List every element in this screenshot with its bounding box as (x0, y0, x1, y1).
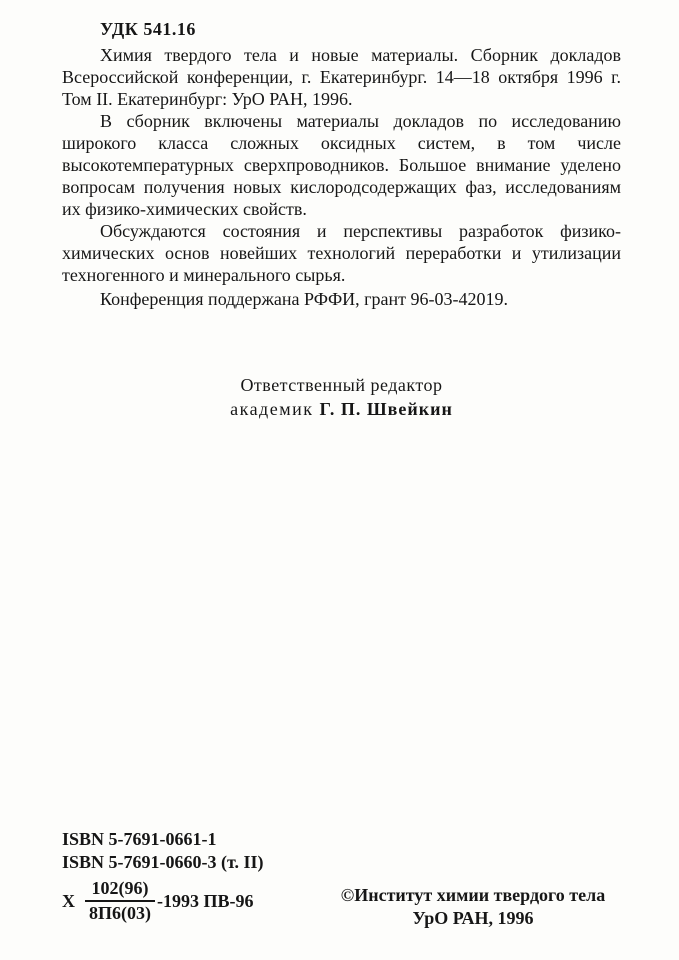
editor-title: академик (230, 399, 314, 419)
isbn-block (62, 828, 264, 874)
editor-name: Г. П. Швейкин (319, 399, 453, 419)
classification-prefix: Х (62, 891, 75, 911)
classification-numerator: 102(96) (85, 878, 155, 902)
classification-code (62, 878, 254, 924)
editor-label: Ответственный редактор (240, 375, 443, 395)
copyright-line-1: ©Институт химии твердого тела (340, 885, 606, 905)
classification-fraction (85, 878, 155, 924)
classification-denominator: 8П6(03) (89, 903, 151, 923)
grant-line: Конференция поддержана РФФИ, грант 96-03-42019. (100, 289, 509, 309)
editor-name-line (62, 398, 621, 420)
udk-code: УДК 541.16 (100, 19, 196, 39)
isbn-line-2: ISBN 5-7691-0660-3 (т. II) (62, 852, 264, 872)
copyright-line-2: УрО РАН, 1996 (412, 908, 534, 928)
editor-block (62, 374, 621, 420)
bibliographic-description: Химия твердого тела и новые материалы. Сборник докладов Всероссийской конференции, г. Екатеринбург. 14—18 октября 1996 г. Том II. Екатеринбург: УрО РАН, 1996. (62, 45, 621, 109)
isbn-line-1: ISBN 5-7691-0661-1 (62, 829, 217, 849)
annotation-paragraph-1: В сборник включены материалы докладов по исследованию широкого класса сложных оксидных систем, в том числе высокотемпературных сверхпроводников. Большое внимание уделено вопросам получения новых кислородсодержащих фаз, исследованиям их физико-химических свойств. (62, 111, 621, 219)
classification-suffix: -1993 ПВ-96 (157, 891, 254, 911)
copyright-block (338, 884, 608, 930)
annotation-paragraph-2: Обсуждаются состояния и перспективы разработок физико-химических основ новейших технологий переработки и утилизации техногенного и минерального сырья. (62, 221, 621, 285)
